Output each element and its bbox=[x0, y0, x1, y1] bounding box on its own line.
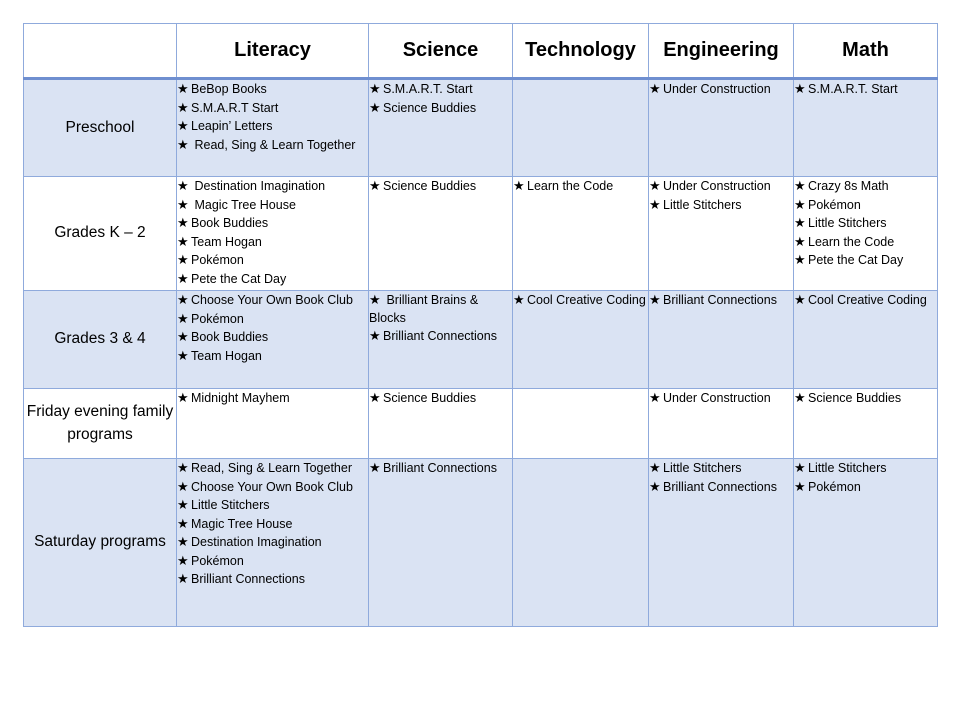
program-name: Read, Sing & Learn Together bbox=[191, 461, 352, 475]
program-name: Brilliant Connections bbox=[663, 479, 777, 494]
list-item bbox=[513, 291, 648, 310]
list-item bbox=[794, 177, 937, 196]
list-item bbox=[177, 552, 368, 571]
star-icon bbox=[177, 515, 191, 533]
program-name: Choose Your Own Book Club bbox=[191, 479, 353, 494]
star-icon bbox=[649, 196, 663, 214]
list-item bbox=[177, 251, 368, 270]
cell-science bbox=[369, 291, 513, 389]
list-item bbox=[177, 291, 368, 310]
star-icon bbox=[794, 459, 808, 477]
program-list bbox=[649, 291, 793, 310]
row-label: Grades K – 2 bbox=[24, 177, 177, 291]
program-name: Little Stitchers bbox=[663, 197, 742, 212]
star-icon bbox=[794, 251, 808, 269]
list-item bbox=[649, 80, 793, 99]
program-name: Under Construction bbox=[663, 391, 771, 405]
program-name: Brilliant Connections bbox=[663, 293, 777, 307]
cell-technology bbox=[513, 79, 649, 177]
program-name: Little Stitchers bbox=[663, 461, 742, 475]
cell-engineering bbox=[649, 291, 794, 389]
program-list bbox=[649, 389, 793, 408]
cell-literacy bbox=[177, 177, 369, 291]
star-icon bbox=[177, 196, 191, 214]
list-item bbox=[177, 214, 368, 233]
program-name: Pokémon bbox=[808, 479, 861, 494]
program-list bbox=[177, 389, 368, 408]
list-item bbox=[177, 196, 368, 215]
program-name: Pokémon bbox=[191, 311, 244, 326]
list-item bbox=[177, 515, 368, 534]
star-icon bbox=[794, 291, 808, 309]
cell-math bbox=[794, 177, 938, 291]
program-name: Magic Tree House bbox=[191, 516, 293, 531]
header-engineering: Engineering bbox=[649, 24, 794, 79]
program-name: Book Buddies bbox=[191, 216, 269, 230]
list-item bbox=[794, 291, 937, 310]
program-name: Midnight Mayhem bbox=[191, 391, 290, 405]
program-list bbox=[794, 459, 937, 496]
header-row bbox=[24, 24, 938, 79]
program-name: Brilliant Connections bbox=[383, 329, 497, 343]
list-item bbox=[369, 459, 512, 478]
list-item bbox=[369, 177, 512, 196]
program-list bbox=[369, 291, 512, 346]
list-item bbox=[794, 214, 937, 233]
cell-literacy bbox=[177, 291, 369, 389]
program-name: Choose Your Own Book Club bbox=[191, 293, 353, 307]
star-icon bbox=[369, 291, 383, 309]
list-item bbox=[794, 233, 937, 252]
program-name: Pete the Cat Day bbox=[808, 253, 904, 267]
table-body bbox=[24, 79, 938, 627]
program-list bbox=[513, 291, 648, 310]
row-label: Saturday programs bbox=[24, 459, 177, 627]
program-name: Little Stitchers bbox=[191, 498, 270, 512]
program-name: Science Buddies bbox=[383, 100, 477, 115]
cell-engineering bbox=[649, 389, 794, 459]
cell-math bbox=[794, 389, 938, 459]
star-icon bbox=[177, 270, 191, 288]
star-icon bbox=[369, 389, 383, 407]
cell-technology bbox=[513, 389, 649, 459]
star-icon bbox=[177, 99, 191, 117]
star-icon bbox=[794, 233, 808, 251]
list-item bbox=[177, 99, 368, 118]
table-row bbox=[24, 459, 938, 627]
star-icon bbox=[177, 389, 191, 407]
star-icon bbox=[369, 459, 383, 477]
program-name: Brilliant Connections bbox=[191, 572, 305, 586]
program-name: Pokémon bbox=[191, 253, 244, 267]
program-name: Destination Imagination bbox=[191, 535, 322, 549]
header-math: Math bbox=[794, 24, 938, 79]
list-item bbox=[177, 310, 368, 329]
star-icon bbox=[177, 117, 191, 135]
program-name: Science Buddies bbox=[383, 179, 477, 193]
header-technology: Technology bbox=[513, 24, 649, 79]
star-icon bbox=[177, 570, 191, 588]
table-row bbox=[24, 177, 938, 291]
cell-science bbox=[369, 389, 513, 459]
list-item bbox=[177, 233, 368, 252]
list-item bbox=[369, 389, 512, 408]
list-item bbox=[177, 533, 368, 552]
list-item bbox=[177, 177, 368, 196]
list-item bbox=[649, 177, 793, 196]
program-name: Pokémon bbox=[808, 197, 861, 212]
list-item bbox=[649, 389, 793, 408]
list-item bbox=[649, 478, 793, 497]
program-name: S.M.A.R.T. Start bbox=[383, 82, 473, 96]
list-item bbox=[794, 80, 937, 99]
list-item bbox=[177, 80, 368, 99]
program-table bbox=[23, 23, 938, 627]
star-icon bbox=[177, 552, 191, 570]
star-icon bbox=[649, 177, 663, 195]
list-item bbox=[794, 478, 937, 497]
list-item bbox=[177, 389, 368, 408]
program-name: Science Buddies bbox=[808, 391, 902, 405]
row-label: Grades 3 & 4 bbox=[24, 291, 177, 389]
star-icon bbox=[177, 214, 191, 232]
program-name: Team Hogan bbox=[191, 348, 262, 363]
star-icon bbox=[649, 291, 663, 309]
header-science: Science bbox=[369, 24, 513, 79]
program-list bbox=[177, 177, 368, 288]
cell-science bbox=[369, 177, 513, 291]
program-name: Science Buddies bbox=[383, 391, 477, 405]
list-item bbox=[177, 270, 368, 289]
star-icon bbox=[177, 310, 191, 328]
star-icon bbox=[649, 389, 663, 407]
list-item bbox=[369, 291, 512, 327]
header-literacy: Literacy bbox=[177, 24, 369, 79]
program-name: Cool Creative Coding bbox=[808, 293, 927, 307]
star-icon bbox=[177, 233, 191, 251]
star-icon bbox=[369, 99, 383, 117]
star-icon bbox=[794, 478, 808, 496]
list-item bbox=[177, 136, 368, 155]
program-list bbox=[177, 459, 368, 589]
star-icon bbox=[649, 80, 663, 98]
program-list bbox=[369, 459, 512, 478]
list-item bbox=[369, 99, 512, 118]
list-item bbox=[794, 196, 937, 215]
program-name: Learn the Code bbox=[527, 179, 614, 193]
star-icon bbox=[794, 214, 808, 232]
list-item bbox=[177, 496, 368, 515]
star-icon bbox=[649, 478, 663, 496]
row-label: Preschool bbox=[24, 79, 177, 177]
program-name: Under Construction bbox=[663, 82, 771, 96]
program-name: Leapin’ Letters bbox=[191, 119, 273, 133]
program-name: Team Hogan bbox=[191, 234, 262, 249]
program-list bbox=[649, 459, 793, 496]
program-name: Pokémon bbox=[191, 553, 244, 568]
cell-technology bbox=[513, 177, 649, 291]
list-item bbox=[177, 478, 368, 497]
program-list bbox=[649, 177, 793, 214]
cell-math bbox=[794, 291, 938, 389]
list-item bbox=[649, 291, 793, 310]
program-name: S.M.A.R.T. Start bbox=[808, 82, 898, 96]
cell-engineering bbox=[649, 79, 794, 177]
program-name: Cool Creative Coding bbox=[527, 293, 646, 307]
table-row bbox=[24, 79, 938, 177]
list-item bbox=[513, 177, 648, 196]
list-item bbox=[369, 327, 512, 346]
star-icon bbox=[177, 347, 191, 365]
star-icon bbox=[177, 251, 191, 269]
list-item bbox=[177, 117, 368, 136]
list-item bbox=[649, 196, 793, 215]
cell-math bbox=[794, 79, 938, 177]
star-icon bbox=[177, 136, 191, 154]
cell-science bbox=[369, 79, 513, 177]
star-icon bbox=[369, 327, 383, 345]
cell-engineering bbox=[649, 459, 794, 627]
star-icon bbox=[369, 80, 383, 98]
star-icon bbox=[177, 496, 191, 514]
program-name: Brilliant Brains & Blocks bbox=[369, 293, 479, 325]
star-icon bbox=[513, 291, 527, 309]
list-item bbox=[369, 80, 512, 99]
star-icon bbox=[177, 459, 191, 477]
program-list bbox=[794, 291, 937, 310]
star-icon bbox=[369, 177, 383, 195]
cell-literacy bbox=[177, 389, 369, 459]
cell-technology bbox=[513, 291, 649, 389]
program-name: Little Stitchers bbox=[808, 216, 887, 230]
list-item bbox=[177, 328, 368, 347]
star-icon bbox=[794, 177, 808, 195]
program-list bbox=[177, 80, 368, 154]
star-icon bbox=[177, 328, 191, 346]
program-name: Crazy 8s Math bbox=[808, 179, 889, 193]
program-name: Magic Tree House bbox=[191, 197, 296, 212]
program-list bbox=[177, 291, 368, 365]
star-icon bbox=[794, 196, 808, 214]
list-item bbox=[177, 459, 368, 478]
program-list bbox=[369, 389, 512, 408]
program-name: Learn the Code bbox=[808, 234, 895, 249]
program-name: Brilliant Connections bbox=[383, 461, 497, 475]
program-name: Destination Imagination bbox=[191, 179, 326, 193]
star-icon bbox=[794, 389, 808, 407]
program-list bbox=[369, 177, 512, 196]
cell-literacy bbox=[177, 79, 369, 177]
star-icon bbox=[177, 291, 191, 309]
star-icon bbox=[649, 459, 663, 477]
cell-engineering bbox=[649, 177, 794, 291]
list-item bbox=[794, 459, 937, 478]
program-name: Under Construction bbox=[663, 179, 771, 193]
star-icon bbox=[177, 177, 191, 195]
program-list bbox=[513, 177, 648, 196]
program-name: Book Buddies bbox=[191, 330, 269, 344]
program-list bbox=[369, 80, 512, 117]
table-row bbox=[24, 291, 938, 389]
program-name: BeBop Books bbox=[191, 82, 267, 96]
header-corner bbox=[24, 24, 177, 79]
program-list bbox=[794, 177, 937, 270]
star-icon bbox=[794, 80, 808, 98]
cell-math bbox=[794, 459, 938, 627]
list-item bbox=[794, 389, 937, 408]
cell-science bbox=[369, 459, 513, 627]
list-item bbox=[177, 570, 368, 589]
program-name: Read, Sing & Learn Together bbox=[191, 137, 356, 152]
star-icon bbox=[177, 478, 191, 496]
star-icon bbox=[513, 177, 527, 195]
row-label: Friday evening family programs bbox=[24, 389, 177, 459]
cell-literacy bbox=[177, 459, 369, 627]
program-name: S.M.A.R.T Start bbox=[191, 100, 279, 115]
list-item bbox=[649, 459, 793, 478]
list-item bbox=[794, 251, 937, 270]
program-name: Pete the Cat Day bbox=[191, 271, 287, 286]
program-list bbox=[794, 80, 937, 99]
program-list bbox=[649, 80, 793, 99]
program-list bbox=[794, 389, 937, 408]
star-icon bbox=[177, 80, 191, 98]
program-name: Little Stitchers bbox=[808, 461, 887, 475]
cell-technology bbox=[513, 459, 649, 627]
table-row bbox=[24, 389, 938, 459]
star-icon bbox=[177, 533, 191, 551]
list-item bbox=[177, 347, 368, 366]
